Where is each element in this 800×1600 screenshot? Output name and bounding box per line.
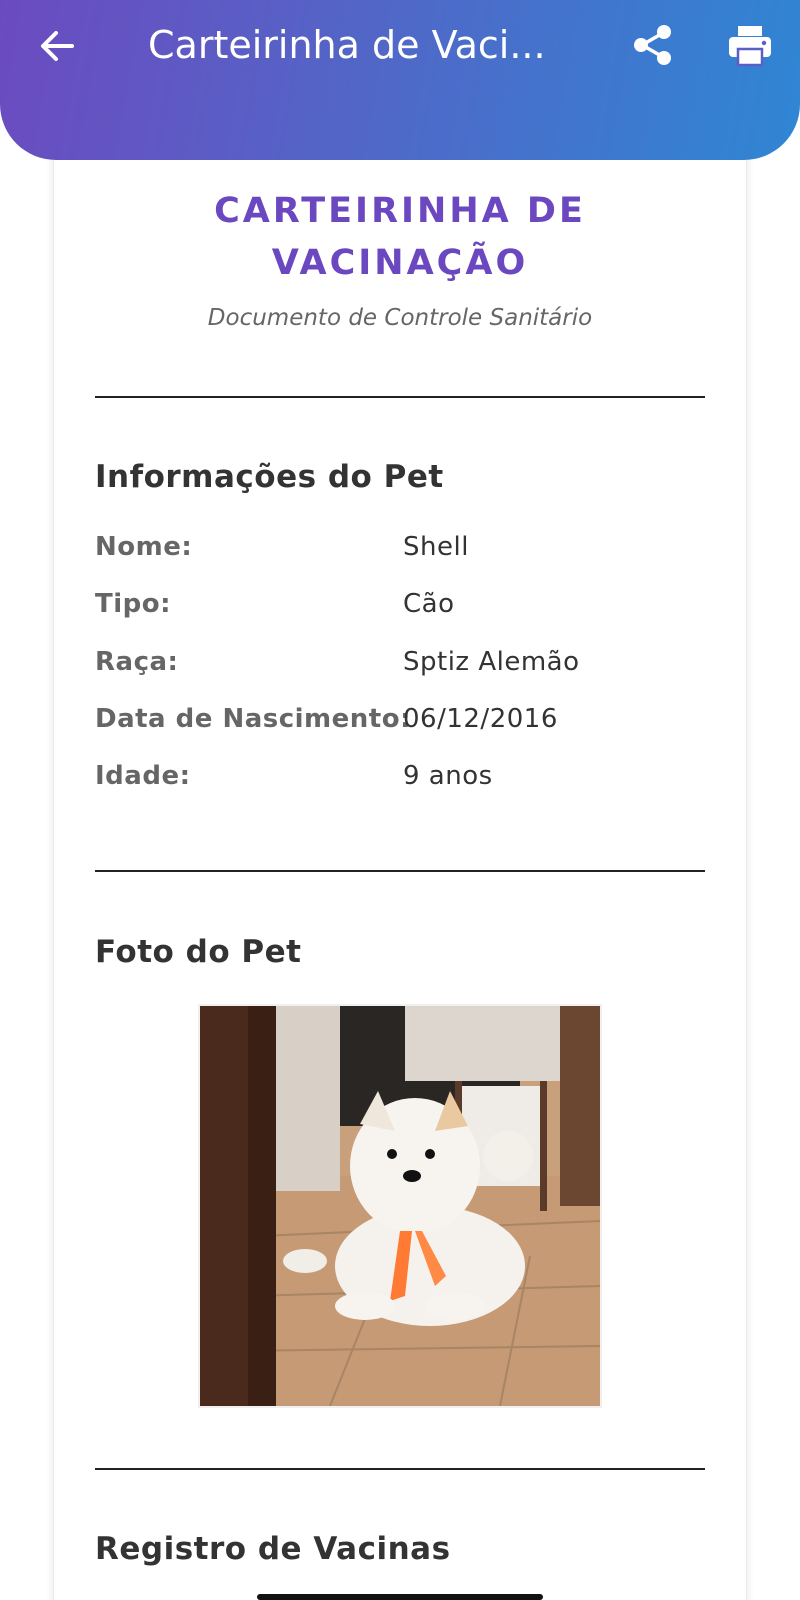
info-label: Raça:	[95, 647, 179, 677]
info-value: Sptiz Alemão	[403, 647, 580, 677]
info-row-breed	[95, 647, 705, 687]
printer-icon[interactable]	[726, 22, 774, 68]
info-row-type	[95, 589, 705, 629]
info-label: Nome:	[95, 532, 193, 562]
pet-photo	[198, 1004, 602, 1408]
home-indicator	[257, 1594, 543, 1600]
info-label: Idade:	[95, 761, 191, 791]
app-bar	[0, 0, 800, 160]
info-label: Data de Nascimento:	[95, 704, 411, 734]
info-label: Tipo:	[95, 589, 172, 619]
info-row-birthdate	[95, 704, 705, 744]
pet-info-title: Informações do Pet	[95, 459, 444, 495]
info-value: Cão	[403, 589, 455, 619]
document-title-line1: CARTEIRINHA DE	[214, 191, 586, 231]
arrow-left-icon[interactable]	[36, 24, 80, 68]
info-row-age	[95, 761, 705, 801]
info-row-name	[95, 532, 705, 572]
document-subtitle: Documento de Controle Sanitário	[207, 305, 593, 331]
info-value: 06/12/2016	[403, 704, 558, 734]
share-icon[interactable]	[630, 22, 676, 68]
pet-photo-title: Foto do Pet	[95, 934, 302, 970]
divider	[95, 1468, 705, 1470]
info-value: 9 anos	[403, 761, 493, 791]
divider	[95, 396, 705, 398]
document-title	[53, 185, 747, 289]
info-value: Shell	[403, 532, 469, 562]
app-bar-title: Carteirinha de Vaci...	[148, 23, 546, 67]
divider	[95, 870, 705, 872]
document-title-line2: VACINAÇÃO	[271, 243, 529, 283]
vaccines-title: Registro de Vacinas	[95, 1531, 451, 1567]
